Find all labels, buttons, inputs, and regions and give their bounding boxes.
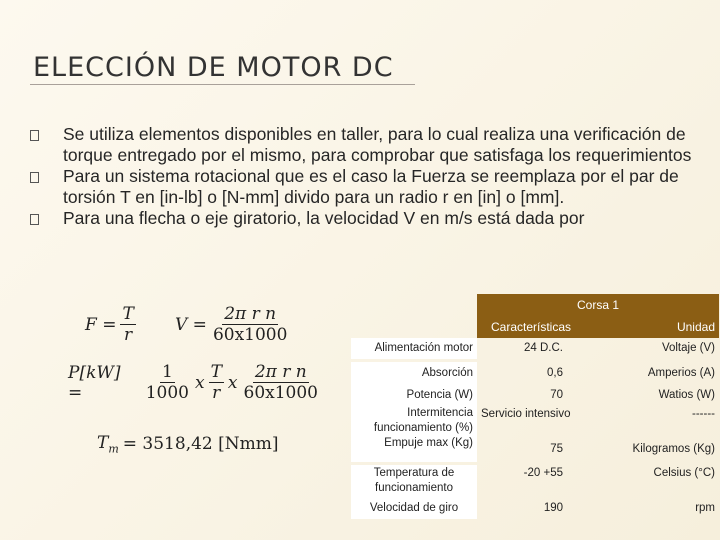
- denominator: r: [212, 383, 221, 403]
- empty-square-icon: [30, 214, 39, 225]
- row-label: Intermitencia funcionamiento (%): [351, 406, 477, 437]
- row-value: 24 D.C.: [524, 342, 563, 355]
- row-value: 0,6: [547, 367, 563, 380]
- formula-lhs: V =: [175, 314, 207, 335]
- numerator: T: [210, 362, 222, 382]
- torque-symbol: T: [97, 433, 109, 453]
- header-unit: Unidad: [585, 316, 719, 338]
- table-row: [351, 496, 719, 519]
- fraction: [242, 362, 320, 403]
- numerator: 2π r n: [254, 362, 307, 382]
- table-row: [351, 384, 719, 406]
- row-value: 70: [550, 389, 563, 402]
- bullet-list: [30, 124, 710, 229]
- formula-force: [85, 304, 136, 345]
- denominator: 1000: [145, 383, 189, 403]
- row-label: Empuje max (Kg): [351, 437, 477, 462]
- header-spacer: [351, 316, 477, 338]
- table-title: Corsa 1: [477, 294, 719, 316]
- bullet-text: Para una flecha o eje giratorio, la velocidad V en m/s está dada por: [63, 208, 585, 228]
- row-value: 75: [550, 443, 563, 456]
- formula-value: = 3518,42 [Nmm]: [122, 434, 279, 455]
- formula-torque: [97, 433, 279, 455]
- header-spacer: [351, 294, 477, 316]
- row-label: Absorción: [351, 362, 477, 384]
- denominator: r: [124, 325, 133, 345]
- row-unit: Watios (W): [658, 389, 715, 402]
- bullet-text: Para un sistema rotacional que es el caso la Fuerza se reemplaza por el par de torsión T en [in-lb] o [N-mm] divido para un radio r en [in] o [mm].: [63, 166, 679, 207]
- row-value: Servicio intensivo: [481, 407, 571, 420]
- motor-specs-table: [351, 294, 719, 519]
- table-row: [351, 465, 719, 496]
- row-unit: Kilogramos (Kg): [632, 443, 715, 456]
- table-row: [351, 362, 719, 384]
- row-unit: ------: [692, 407, 715, 420]
- fraction: [211, 304, 289, 345]
- row-value: -20 +55: [523, 467, 563, 480]
- row-label: Temperatura de funcionamiento: [351, 465, 477, 496]
- row-label: Potencia (W): [351, 384, 477, 406]
- slide-title: ELECCIÓN DE MOTOR DC: [33, 52, 394, 83]
- formula-velocity: [175, 304, 289, 345]
- bullet-item: [30, 124, 710, 166]
- formula-power: [68, 362, 320, 403]
- formula-lhs: F =: [85, 314, 117, 335]
- row-unit: Celsius (°C): [653, 467, 715, 480]
- row-unit: Voltaje (V): [661, 342, 715, 355]
- fraction: [120, 304, 135, 345]
- bullet-item: [30, 166, 710, 208]
- row-value: 190: [543, 501, 563, 514]
- row-label: Velocidad de giro: [351, 496, 477, 519]
- row-unit: Amperios (A): [647, 367, 715, 380]
- numerator: 2π r n: [224, 304, 277, 324]
- row-unit: rpm: [695, 501, 715, 514]
- denominator: 60x1000: [212, 325, 288, 345]
- fraction: [144, 362, 191, 403]
- numerator: 1: [161, 362, 173, 382]
- bullet-item: [30, 208, 710, 229]
- empty-square-icon: [30, 172, 39, 183]
- title-underline: [30, 84, 415, 85]
- formula-lhs: P[kW] =: [68, 362, 121, 403]
- formula-symbol: [97, 433, 119, 455]
- fraction: [209, 362, 224, 403]
- times-sign: x: [194, 372, 205, 393]
- table-row: [351, 406, 719, 437]
- numerator: T: [122, 304, 134, 324]
- empty-square-icon: [30, 130, 39, 141]
- subscript: m: [108, 442, 119, 456]
- bullet-text: Se utiliza elementos disponibles en taller, para lo cual realiza una verificación de torque entregado por el mismo, para comprobar que satisfaga los requerimientos: [63, 124, 692, 165]
- denominator: 60x1000: [243, 383, 318, 403]
- row-label: Alimentación motor: [351, 338, 477, 360]
- formula-block: [68, 300, 320, 470]
- header-characteristics: Características: [477, 316, 585, 338]
- table-row: [351, 437, 719, 462]
- times-sign: x: [227, 372, 238, 393]
- table-row: [351, 338, 719, 360]
